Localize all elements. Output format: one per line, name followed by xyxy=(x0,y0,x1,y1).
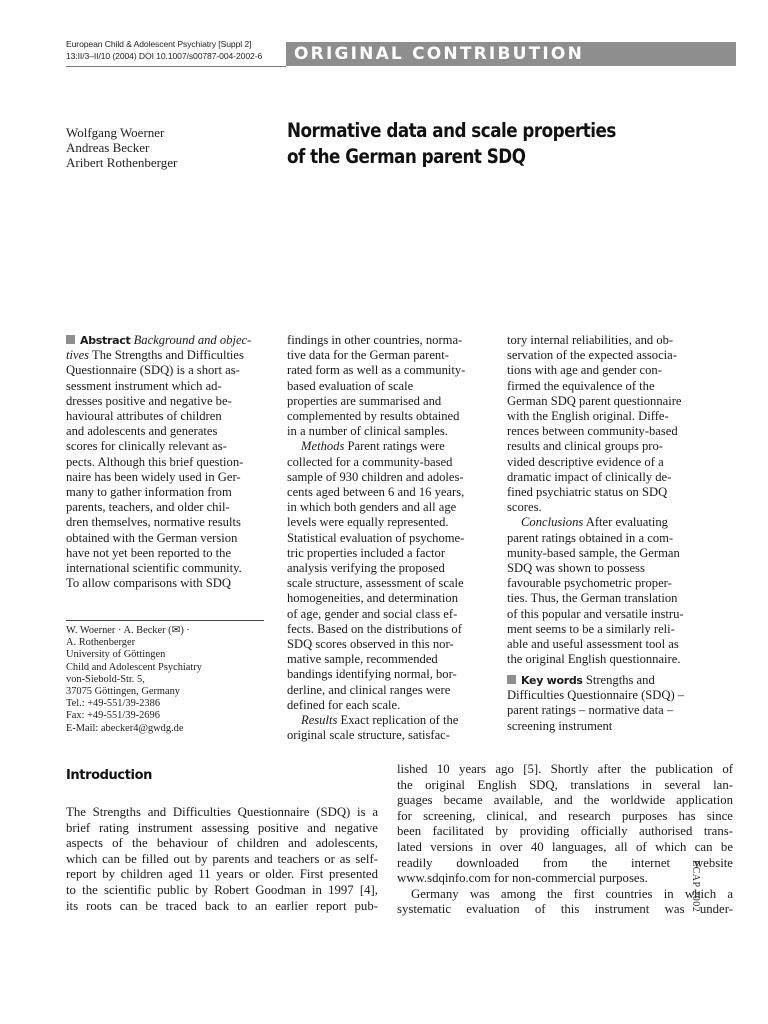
author-list xyxy=(66,125,177,170)
abstract-line: SDQ was shown to possess xyxy=(507,561,645,576)
abstract-line: of age, gender and social class ef- xyxy=(287,606,458,621)
abstract-line: favourable psychometric proper- xyxy=(507,576,672,591)
abstract-line: Conclusions After evaluating xyxy=(521,515,668,530)
abstract-line: obtained with the German version xyxy=(66,530,238,545)
body-text-line: to the scientific public by Robert Goodman in 1997 [4], xyxy=(66,882,378,897)
abstract-line: cents aged between 6 and 16 years, xyxy=(287,485,465,500)
abstract-line: dren themselves, normative results xyxy=(66,515,241,530)
journal-citation xyxy=(66,38,281,62)
address-rule xyxy=(66,620,264,621)
abstract-line: Methods Parent ratings were xyxy=(301,439,445,454)
abstract-line: Statistical evaluation of psychome- xyxy=(287,530,465,545)
abstract-line: the original English questionnaire. xyxy=(507,652,681,667)
abstract-line: parents, teachers, and older chil- xyxy=(66,500,230,515)
address-line: E-Mail: abecker4@gwdg.de xyxy=(66,722,184,734)
article-title-line: of the German parent SDQ xyxy=(287,145,526,168)
abstract-line: havioural attributes of children xyxy=(66,409,222,424)
keywords-block xyxy=(507,673,732,734)
body-text-line: www.sdqinfo.com for non-commercial purposes. xyxy=(397,871,648,886)
abstract-line: rated form as well as a community- xyxy=(287,363,466,378)
abstract-line xyxy=(66,333,266,348)
abstract-line: ties. Thus, the German translation xyxy=(507,591,678,606)
abstract-line: analysis verifying the proposed xyxy=(287,561,445,576)
abstract-line: defined for each scale. xyxy=(287,697,401,712)
abstract-line: scores for clinically relevant as- xyxy=(66,439,227,454)
abstract-line: sample of 930 children and adoles- xyxy=(287,469,464,484)
abstract-line: findings in other countries, norma- xyxy=(287,333,463,347)
abstract-subheading: Results xyxy=(301,713,338,728)
abstract-line: scale structure, assessment of scale xyxy=(287,576,464,591)
abstract-line: firmed the equivalence of the xyxy=(507,378,655,393)
keywords-text: Difficulties Questionnaire (SDQ) – xyxy=(507,688,685,703)
body-text-line: aspects of the behaviour of children and adolescents, xyxy=(66,836,378,851)
correspondence-address xyxy=(66,625,202,735)
body-column-2 xyxy=(397,762,733,918)
body-text-line: systematic evaluation of this instrument was under- xyxy=(397,902,733,917)
body-text-line: lated versions in over 40 languages, all of which can be xyxy=(397,839,733,854)
address-line: Child and Adolescent Psychiatry xyxy=(66,661,202,673)
abstract-line: German SDQ parent questionnaire xyxy=(507,393,682,408)
body-text-line: lished 10 years ago [5]. Shortly after the publication of xyxy=(397,762,733,776)
article-title xyxy=(287,118,665,170)
abstract-line: rences between community-based xyxy=(507,424,678,439)
article-title-line: Normative data and scale properties xyxy=(287,119,616,142)
abstract-line: in a number of clinical samples. xyxy=(287,424,448,439)
keywords-label: Key words xyxy=(521,674,583,687)
abstract-line: bandings identifying normal, bor- xyxy=(287,667,457,682)
body-text-line: The Strengths and Difficulties Questionnaire (SDQ) is a xyxy=(66,805,378,819)
abstract-column-2 xyxy=(287,333,487,743)
keywords-text: screening instrument xyxy=(507,718,613,733)
abstract-line: tives The Strengths and Difficulties xyxy=(66,348,244,363)
author-name: Aribert Rothenberger xyxy=(66,155,178,170)
abstract-line: have not yet been reported to the xyxy=(66,545,232,560)
abstract-line: tric properties included a factor xyxy=(287,545,446,560)
abstract-line: properties are summarised and xyxy=(287,393,442,408)
abstract-line: SDQ scores observed in this nor- xyxy=(287,637,454,652)
address-line: Tel.: +49-551/39-2386 xyxy=(66,698,161,710)
abstract-column-1 xyxy=(66,333,266,591)
abstract-line: Results Exact replication of the xyxy=(301,713,459,728)
address-line: von-Siebold-Str. 5, xyxy=(66,673,145,685)
abstract-line: original scale structure, satisfac- xyxy=(287,728,450,743)
abstract-line: dramatic impact of clinically de- xyxy=(507,469,672,484)
abstract-line: results and clinical groups pro- xyxy=(507,439,663,454)
body-text-line: the original English SDQ, translations in several lan- xyxy=(397,777,733,792)
abstract-line: of this popular and versatile instru- xyxy=(507,606,684,621)
abstract-line: derline, and clinical ranges were xyxy=(287,682,451,697)
journal-citation-line: European Child & Adolescent Psychiatry [Suppl 2] xyxy=(66,39,252,49)
abstract-line: levels were equally represented. xyxy=(287,515,449,530)
abstract-line: in which both genders and all age xyxy=(287,500,457,515)
abstract-line: naire has been widely used in Ger- xyxy=(66,469,241,484)
body-text-line: its roots can be traced back to an earlier report pub- xyxy=(66,898,378,913)
keywords-text: parent ratings – normative data – xyxy=(507,703,674,718)
abstract-line: Questionnaire (SDQ) is a short as- xyxy=(66,363,240,378)
body-text-line: which can be filled out by parents and teachers or as self- xyxy=(66,851,378,866)
author-name: Wolfgang Woerner xyxy=(66,125,165,140)
abstract-subheading: Methods xyxy=(301,439,345,454)
abstract-line: ment seems to be a similarly reli- xyxy=(507,621,675,636)
abstract-line: with the English original. Diffe- xyxy=(507,409,669,424)
header-rule xyxy=(66,66,286,67)
address-line: W. Woerner · A. Becker (✉) · xyxy=(66,625,190,636)
address-line: A. Rothenberger xyxy=(66,637,136,649)
abstract-line: homogeneities, and determination xyxy=(287,591,459,606)
body-text-line: readily downloaded from the internet website xyxy=(397,855,733,870)
abstract-column-3 xyxy=(507,333,732,667)
abstract-line: scores. xyxy=(507,500,542,515)
abstract-line: munity-based sample, the German xyxy=(507,545,680,560)
abstract-line: based evaluation of scale xyxy=(287,378,414,393)
abstract-subheading: tives xyxy=(66,348,90,363)
side-journal-label: ECAP 2002 xyxy=(690,860,701,913)
abstract-label: Abstract xyxy=(80,334,131,347)
body-text-line: report by children aged 11 years or older. First presented xyxy=(66,867,378,882)
bullet-square-icon xyxy=(507,675,516,684)
abstract-line: complemented by results obtained xyxy=(287,409,460,424)
abstract-line: fined psychiatric status on SDQ xyxy=(507,485,668,500)
bullet-square-icon xyxy=(66,335,75,344)
keywords-first-line xyxy=(507,673,732,688)
journal-citation-line: 13:II/3–II/10 (2004) DOI 10.1007/s00787-004-2002-6 xyxy=(66,51,263,61)
address-line: University of Göttingen xyxy=(66,649,166,661)
body-text-line: Germany was among the first countries in which a xyxy=(411,886,733,901)
address-line: 37075 Göttingen, Germany xyxy=(66,686,180,698)
abstract-line: and adolescents and generates xyxy=(66,424,218,439)
body-text-line: brief rating instrument assessing positive and negative xyxy=(66,820,378,835)
body-text-line: guages became available, and the worldwide application xyxy=(397,793,733,808)
keywords-text: Strengths and xyxy=(585,673,655,687)
body-column-1 xyxy=(66,805,378,914)
abstract-line: fects. Based on the distributions of xyxy=(287,621,462,636)
section-heading-introduction: Introduction xyxy=(66,768,152,783)
address-line: Fax: +49-551/39-2696 xyxy=(66,710,160,722)
abstract-line: international scientific community. xyxy=(66,561,242,576)
abstract-line: pects. Although this brief question- xyxy=(66,454,244,469)
body-text-line: for screening, clinical, and research purposes has since xyxy=(397,808,733,823)
abstract-line: many to gather information from xyxy=(66,485,232,500)
abstract-line: tory internal reliabilities, and ob- xyxy=(507,333,674,347)
abstract-line: tions with age and gender con- xyxy=(507,363,662,378)
abstract-line: vided descriptive evidence of a xyxy=(507,454,664,469)
section-banner: ORIGINAL CONTRIBUTION xyxy=(286,42,736,66)
abstract-line: dresses positive and negative be- xyxy=(66,393,232,408)
abstract-line: tive data for the German parent- xyxy=(287,348,449,363)
abstract-line: servation of the expected associa- xyxy=(507,348,677,363)
body-text-line: been facilitated by providing officially authorised trans- xyxy=(397,824,733,839)
abstract-subheading: Background and objec- xyxy=(133,333,252,347)
abstract-line: able and useful assessment tool as xyxy=(507,637,679,652)
abstract-line: collected for a community-based xyxy=(287,454,453,469)
abstract-subheading: Conclusions xyxy=(521,515,584,530)
abstract-line: To allow comparisons with SDQ xyxy=(66,576,231,591)
abstract-line: sessment instrument which ad- xyxy=(66,378,222,393)
author-name: Andreas Becker xyxy=(66,140,150,155)
abstract-line: parent ratings obtained in a com- xyxy=(507,530,674,545)
abstract-line: mative sample, recommended xyxy=(287,652,438,667)
